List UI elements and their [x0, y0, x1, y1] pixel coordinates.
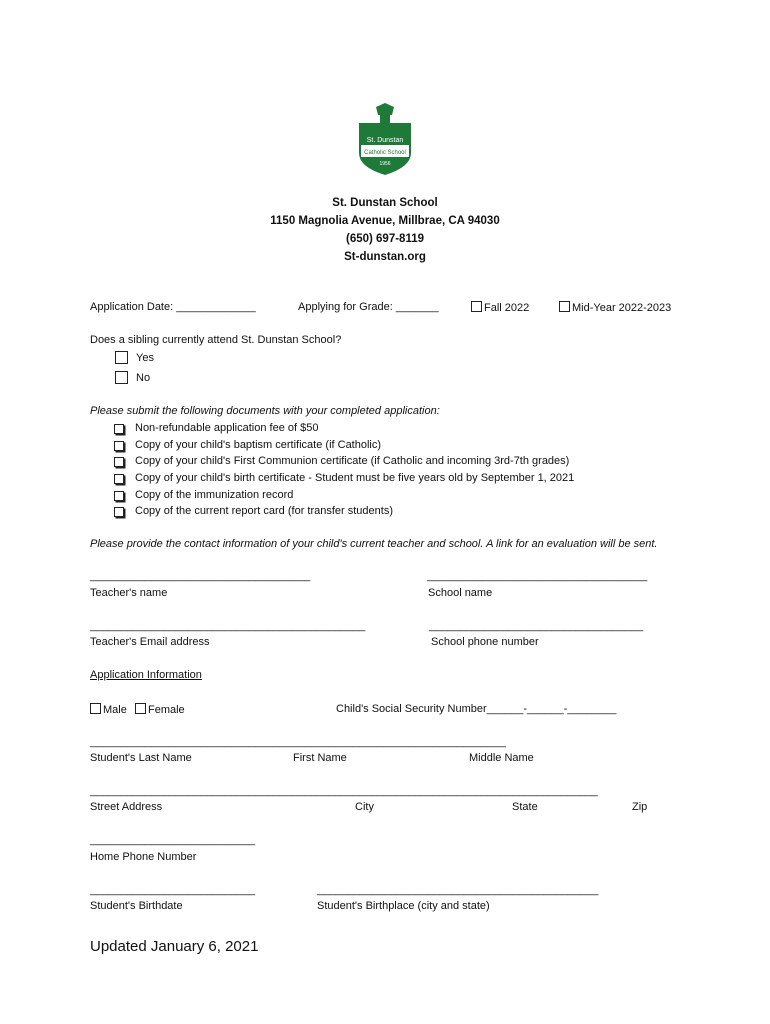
female-label: Female: [148, 704, 185, 716]
birthdate-line[interactable]: ___________________________: [90, 884, 256, 896]
school-name: St. Dunstan School: [332, 197, 438, 209]
female-option[interactable]: [135, 703, 185, 716]
teacher-email-label: Teacher's Email address: [90, 636, 210, 648]
document-item: Copy of your child's birth certificate - Student must be five years old by September 1, 2021: [114, 470, 574, 487]
logo-text-3: 1956: [379, 161, 391, 167]
teacher-email-line[interactable]: _____________________________________________: [90, 620, 366, 632]
male-option[interactable]: [90, 703, 127, 716]
fall-2022-option[interactable]: [471, 301, 529, 314]
address-line[interactable]: ___________________________________________________________________________________: [90, 785, 598, 797]
school-phone: (650) 697-8119: [345, 233, 424, 245]
school-website: St-dunstan.org: [344, 251, 426, 263]
logo-text-2: Catholic School: [364, 150, 406, 156]
midyear-option[interactable]: [559, 301, 671, 314]
document-item: Copy of your child's First Communion certificate (if Catholic and incoming 3rd-7th grades): [114, 453, 574, 470]
sibling-no-label: No: [136, 372, 151, 384]
document-item: Copy of the immunization record: [114, 487, 574, 504]
teacher-name-line[interactable]: ____________________________________: [90, 570, 311, 582]
school-phone-label: School phone number: [431, 636, 539, 648]
birthplace-label: Student's Birthplace (city and state): [317, 900, 490, 912]
birthdate-label: Student's Birthdate: [90, 900, 183, 912]
sibling-yes-checkbox[interactable]: [115, 351, 128, 364]
school-name-label: School name: [428, 587, 493, 599]
document-item: Copy of the current report card (for transfer students): [114, 503, 574, 520]
checkbox-bullet-icon: [114, 441, 124, 451]
home-phone-line[interactable]: ___________________________: [90, 834, 256, 846]
application-date-field[interactable]: Application Date: _____________: [90, 301, 256, 313]
documents-intro: Please submit the following documents with your completed application:: [90, 405, 440, 417]
document-item: Non-refundable application fee of $50: [114, 420, 574, 437]
school-logo: [356, 101, 414, 177]
application-info-heading: Application Information: [90, 669, 202, 681]
male-checkbox[interactable]: [90, 703, 101, 714]
middle-name-label: Middle Name: [469, 752, 534, 764]
city-label: City: [355, 801, 374, 813]
checkbox-bullet-icon: [114, 491, 124, 501]
sibling-no-checkbox[interactable]: [115, 371, 128, 384]
checkbox-bullet-icon: [114, 424, 124, 434]
street-address-label: Street Address: [90, 801, 163, 813]
sibling-yes-label: Yes: [136, 352, 154, 364]
student-name-line[interactable]: ____________________________________________________________________: [90, 736, 507, 748]
birthplace-line[interactable]: ______________________________________________: [317, 884, 599, 896]
school-phone-line[interactable]: ___________________________________: [429, 620, 644, 632]
applying-grade-field[interactable]: Applying for Grade: _______: [298, 301, 439, 313]
last-name-label: Student's Last Name: [90, 752, 192, 764]
checkbox-bullet-icon: [114, 457, 124, 467]
home-phone-label: Home Phone Number: [90, 851, 197, 863]
ssn-field[interactable]: Child's Social Security Number______-______-________: [336, 703, 617, 715]
school-name-line[interactable]: ____________________________________: [427, 570, 648, 582]
teacher-name-label: Teacher's name: [90, 587, 168, 599]
logo-text-1: St. Dunstan: [366, 137, 404, 144]
state-label: State: [512, 801, 538, 813]
fall-checkbox[interactable]: [471, 301, 482, 312]
first-name-label: First Name: [293, 752, 347, 764]
school-address: 1150 Magnolia Avenue, Millbrae, CA 94030: [270, 215, 500, 227]
documents-list: [114, 420, 574, 520]
document-item: Copy of your child's baptism certificate (if Catholic): [114, 437, 574, 454]
checkbox-bullet-icon: [114, 474, 124, 484]
midyear-label: Mid-Year 2022-2023: [572, 302, 672, 314]
updated-date: Updated January 6, 2021: [90, 938, 259, 955]
zip-label: Zip: [632, 801, 648, 813]
fall-label: Fall 2022: [484, 302, 530, 314]
sibling-question: Does a sibling currently attend St. Dunstan School?: [90, 334, 342, 346]
male-label: Male: [103, 704, 127, 716]
checkbox-bullet-icon: [114, 507, 124, 517]
contact-intro: Please provide the contact information of your child's current teacher and school. A link for an evaluation will be sent.: [90, 538, 658, 550]
female-checkbox[interactable]: [135, 703, 146, 714]
midyear-checkbox[interactable]: [559, 301, 570, 312]
